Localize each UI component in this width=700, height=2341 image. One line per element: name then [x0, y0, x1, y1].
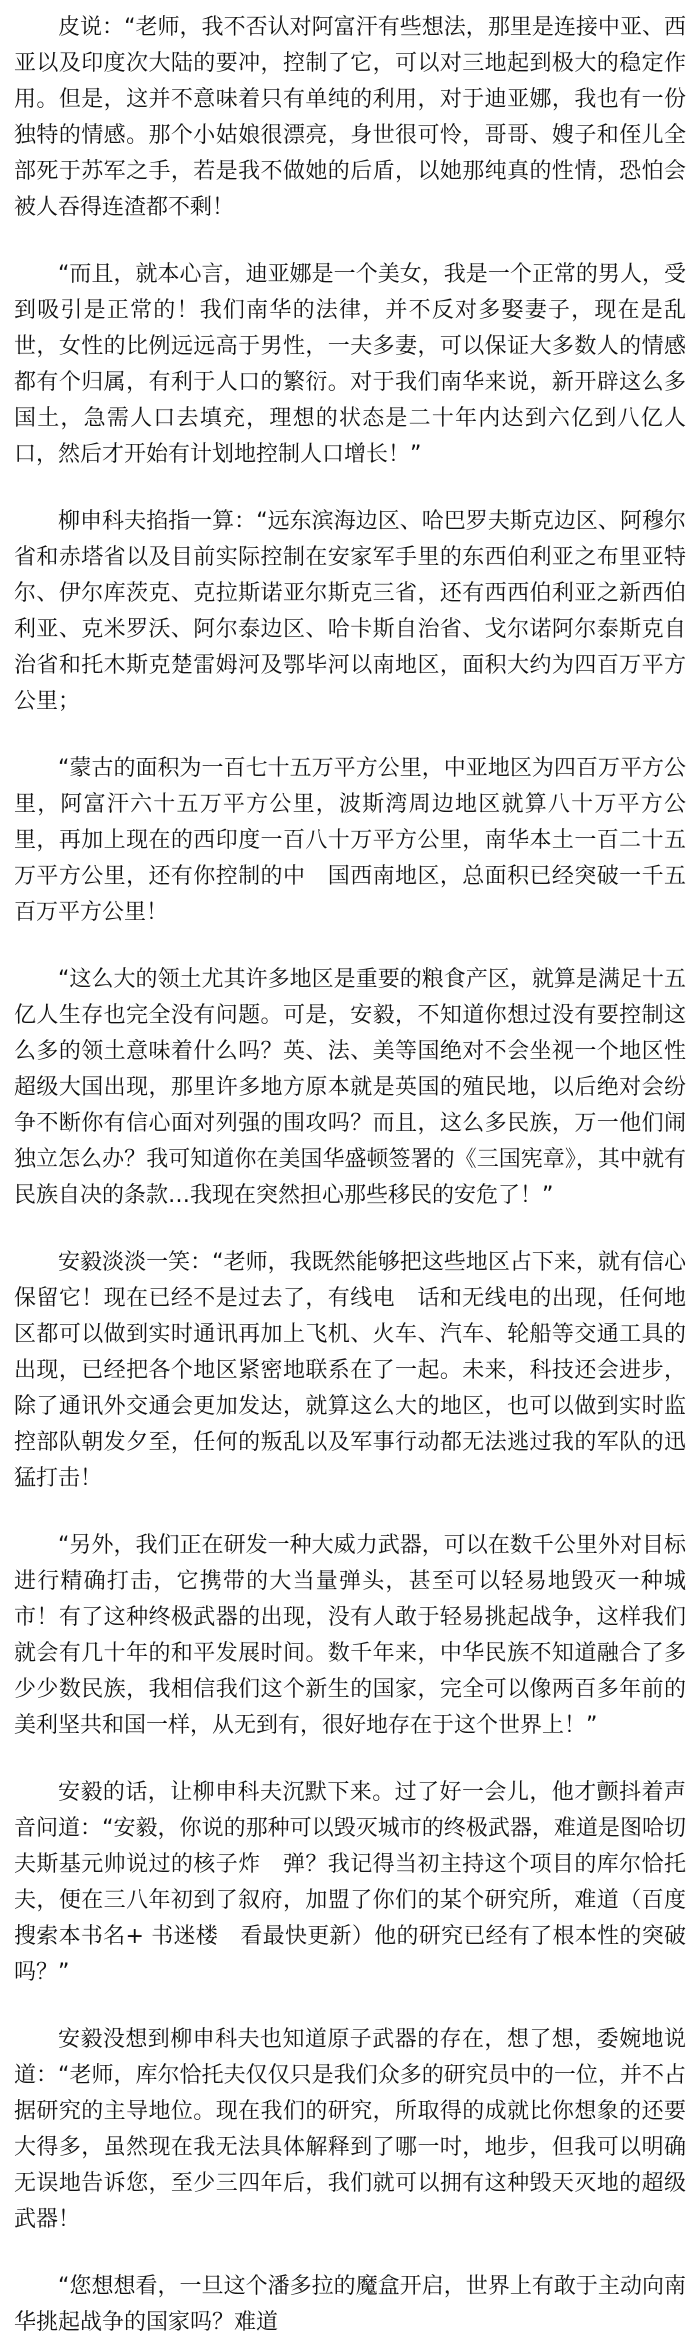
paragraph-1: 皮说：“老师，我不否认对阿富汗有些想法，那里是连接中亚、西亚以及印度次大陆的要冲，控制了它，可以对三地起到极大的稳定作用。但是，这并不意味着只有单纯的利用，对于迪亚娜，我也有一份独特的情感。那个小姑娘很漂亮，身世很可怜，哥哥、嫂子和侄儿全部死于苏军之手，若是我不做她的后盾，以她那纯真的性情，恐怕会被人吞得连渣都不剩！	[14, 15, 686, 220]
paragraph-9: 安毅没想到柳申科夫也知道原子武器的存在，想了想，委婉地说道：“老师，库尔恰托夫仅仅只是我们众多的研究员中的一位，并不占据研究的主导地位。现在我们的研究，所取得的成就比你想象的还要大得多，虽然现在我无法具体解释到了哪一吋，地步，但我可以明确无误地告诉您，至少三四年后，我们就可以拥有这种毁天灭地的超级武器！	[14, 2027, 686, 2232]
paragraph-2: “而且，就本心言，迪亚娜是一个美女，我是一个正常的男人，受到吸引是正常的！我们南华的法律，并不反对多娶妻子，现在是乱世，女性的比例远远高于男性，一夫多妻，可以保证大多数人的情感都有个归属，有利于人口的繁衍。对于我们南华来说，新开辟这么多国土，急需人口去填充，理想的状态是二十年内达到六亿到八亿人口，然后才开始有计划地控制人口增长！”	[14, 262, 686, 467]
paragraph-7: “另外，我们正在研发一种大威力武器，可以在数千公里外对目标进行精确打击，它携带的大当量弹头，甚至可以轻易地毁灭一种城市！有了这种终极武器的出现，没有人敢于轻易挑起战争，这样我们就会有几十年的和平发展时间。数千年来，中华民族不知道融合了多少少数民族，我相信我们这个新生的国家，完全可以像两百多年前的美利坚共和国一样，从无到有，很好地存在于这个世界上！”	[14, 1533, 686, 1738]
paragraph-5: “这么大的领土尤其许多地区是重要的粮食产区，就算是满足十五亿人生存也完全没有问题。可是，安毅，不知道你想过没有要控制这么多的领土意味着什么吗？英、法、美等国绝对不会坐视一个地区性超级大国出现，那里许多地方原本就是英国的殖民地，以后绝对会纷争不断你有信心面对列强的围攻吗？而且，这么多民族，万一他们闹独立怎么办？我可知道你在美国华盛顿签署的《三国宪章》，其中就有民族自决的条款…我现在突然担心那些移民的安危了！”	[14, 967, 686, 1208]
paragraph-10: “您想想看，一旦这个潘多拉的魔盒开启，世界上有敢于主动向南华挑起战争的国家吗？难道	[14, 2274, 686, 2335]
paragraph-4: “蒙古的面积为一百七十五万平方公里，中亚地区为四百万平方公里，阿富汗六十五万平方公里，波斯湾周边地区就算八十万平方公里，再加上现在的西印度一百八十万平方公里，南华本土一百二十五万平方公里，还有你控制的中 国西南地区，总面积已经突破一千五百万平方公里！	[14, 756, 686, 925]
paragraph-8: 安毅的话，让柳申科夫沉默下来。过了好一会儿，他才颤抖着声音问道：“安毅，你说的那种可以毁灭城市的终极武器，难道是图哈切夫斯基元帅说过的核子炸 弹？我记得当初主持这个项目的库尔恰托夫，便在三八年初到了叙府，加盟了你们的某个研究所，难道（百度搜索本书名+ 书迷楼 看最快更新）他的研究已经有了根本性的突破吗？”	[14, 1780, 686, 1985]
paragraph-6: 安毅淡淡一笑：“老师，我既然能够把这些地区占下来，就有信心保留它！现在已经不是过去了，有线电 话和无线电的出现，任何地区都可以做到实时通讯再加上飞机、火车、汽车、轮船等交通工具的出现，已经把各个地区紧密地联系在了一起。未来，科技还会进步，除了通讯外交通会更加发达，就算这么大的地区，也可以做到实时监控部队朝发夕至，任何的叛乱以及军事行动都无法逃过我的军队的迅猛打击！	[14, 1250, 686, 1491]
paragraph-3: 柳申科夫掐指一算：“远东滨海边区、哈巴罗夫斯克边区、阿穆尔省和赤塔省以及目前实际控制在安家军手里的东西伯利亚之布里亚特尔、伊尔库茨克、克拉斯诺亚尔斯克三省，还有西西伯利亚之新西伯利亚、克米罗沃、阿尔泰边区、哈卡斯自治省、戈尔诺阿尔泰斯克自治省和托木斯克楚雷姆河及鄂毕河以南地区，面积大约为四百万平方公里；	[14, 509, 686, 714]
